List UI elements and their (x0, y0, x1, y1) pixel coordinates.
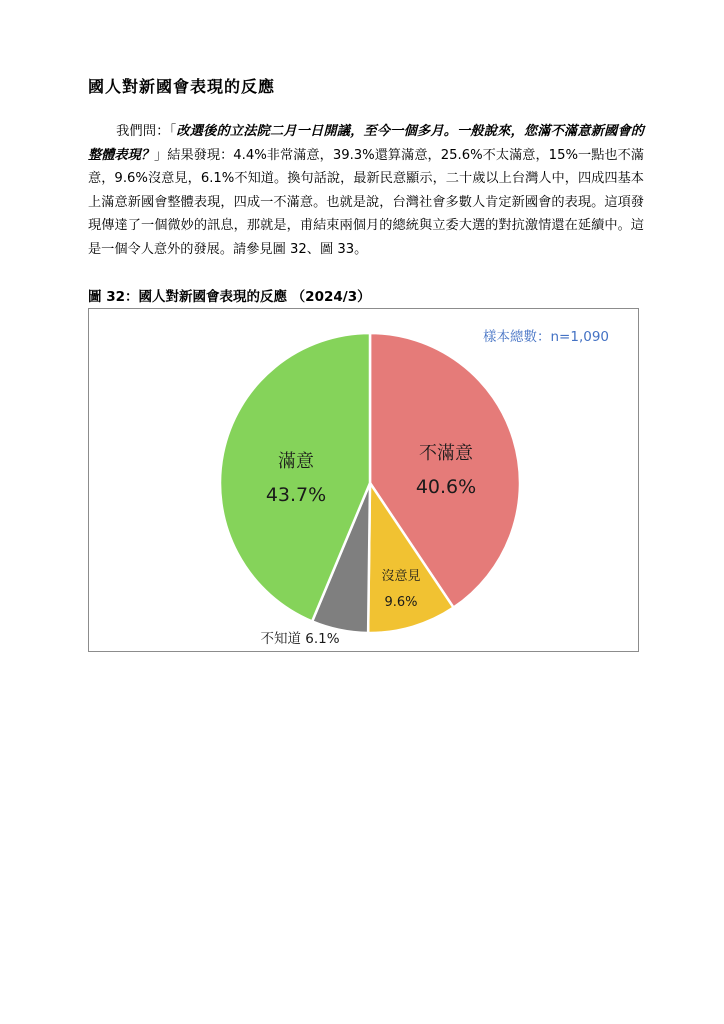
pie-chart (89, 309, 638, 651)
slice-label-no-opinion: 沒意見 (381, 569, 421, 584)
body-paragraph (88, 120, 644, 262)
slice-label-satisfied: 滿意 (278, 451, 314, 472)
slice-label-dissatisfied: 不滿意 (419, 443, 473, 464)
slice-value-no-opinion: 9.6% (384, 595, 418, 610)
slice-label-dont-know: 不知道 6.1% (260, 631, 340, 647)
figure-caption: 圖 32：國人對新國會表現的反應 （2024/3） (88, 289, 371, 305)
sample-size-note: 樣本總數：n=1,090 (482, 329, 609, 345)
slice-value-satisfied: 43.7% (265, 484, 327, 506)
slice-value-dissatisfied: 40.6% (415, 476, 477, 498)
paragraph-lead: 我們問：「 (116, 124, 177, 139)
paragraph-body: 結果發現：4.4%非常滿意，39.3%還算滿意，25.6%不太滿意，15%一點也不滿意，9.6%沒意見，6.1%不知道。換句話說，最新民意顯示，二十歲以上台灣人中，四成四基本上滿意新國會整體表現，四成一不滿意。也就是說，台灣社會多數人肯定新國會的表現。這項發現傳達了一個微妙的訊息，那就是，甫結束兩個月的總統與立委大選的對抗激情還在延續中。這是一個令人意外的發展。請參見圖 32、圖 33。 (88, 147, 645, 257)
survey-question: 改選後的立法院二月一日開議，至今一個多月。一般說來，您滿不滿意新國會的整體表現？ (88, 124, 644, 163)
section-heading: 國人對新國會表現的反應 (88, 77, 276, 96)
paragraph-close-quote: 」 (154, 147, 168, 163)
pie-chart-frame (88, 308, 639, 652)
